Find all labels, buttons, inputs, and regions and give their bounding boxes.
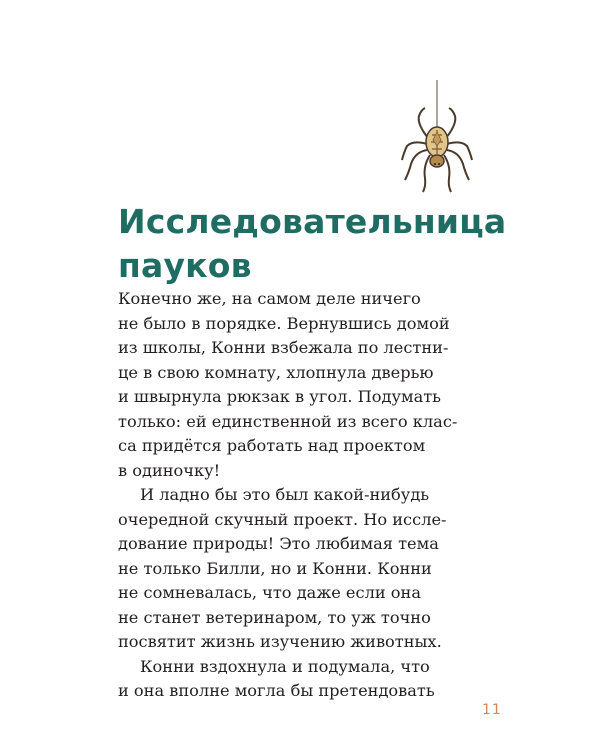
text-line: только: ей единственной из всего клас-: [118, 411, 458, 431]
chapter-title: [118, 200, 538, 288]
text-line: в одиночку!: [118, 460, 221, 480]
text-line: дование природы! Это любимая тема: [118, 534, 439, 553]
text-line: И ладно бы это был какой-нибудь: [140, 485, 430, 504]
body-text: [118, 287, 490, 704]
text-line: и она вполне могла бы претендовать: [118, 681, 435, 700]
text-line: посвятит жизнь изучению животных.: [118, 632, 442, 651]
text-line: Конни вздохнула и подумала, что: [140, 656, 430, 676]
text-line: не сомневалась, что даже если она: [118, 583, 421, 602]
text-line: це в свою комнату, хлопнула дверью: [118, 362, 434, 382]
chapter-title-line: пауков: [118, 246, 252, 285]
chapter-title-line: Исследовательница: [118, 202, 507, 241]
text-line: не только Билли, но и Конни. Конни: [118, 558, 432, 578]
text-line: из школы, Конни взбежала по лестни-: [118, 338, 449, 357]
page-number: 11: [482, 702, 502, 718]
spider-illustration: [395, 80, 475, 200]
text-line: са придётся работать над проектом: [118, 436, 426, 455]
spider-icon: [395, 80, 475, 200]
text-line: и швырнула рюкзак в угол. Подумать: [118, 387, 441, 406]
text-line: Конечно же, на самом деле ничего: [118, 289, 421, 308]
text-line: не было в порядке. Вернувшись домой: [118, 313, 450, 333]
text-line: не станет ветеринаром, то уж точно: [118, 607, 431, 627]
text-line: очередной скучный проект. Но иссле-: [118, 509, 447, 529]
